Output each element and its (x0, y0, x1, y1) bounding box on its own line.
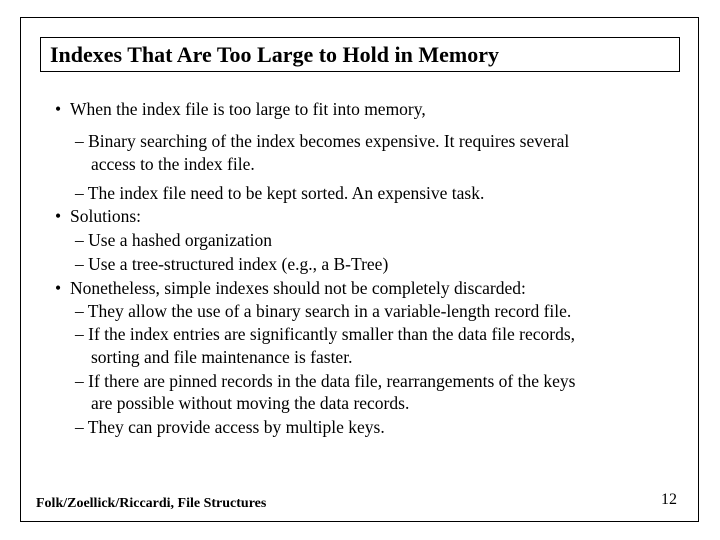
sub-bullet-pinned-records: – If there are pinned records in the data file, rearrangements of the keys (75, 371, 576, 391)
sub-bullet-pinned-records-cont: are possible without moving the data records. (91, 393, 410, 413)
sub-bullet-hashed: – Use a hashed organization (75, 230, 272, 250)
bullet-nonetheless: Nonetheless, simple indexes should not be completely discarded: (70, 278, 526, 298)
sub-bullet-kept-sorted: – The index file need to be kept sorted. An expensive task. (75, 183, 485, 203)
sub-bullet-multiple-keys: – They can provide access by multiple keys. (75, 417, 385, 437)
sub-bullet-binary-search: – Binary searching of the index becomes expensive. It requires several (75, 131, 570, 151)
bullet-symbol: • (55, 206, 62, 226)
sub-bullet-smaller-entries: – If the index entries are significantly smaller than the data file records, (75, 324, 576, 344)
sub-bullet-tree-index: – Use a tree-structured index (e.g., a B-Tree) (75, 254, 389, 274)
sub-bullet-smaller-entries-cont: sorting and file maintenance is faster. (91, 347, 353, 367)
sub-bullet-binary-search-cont: access to the index file. (91, 154, 255, 174)
page-number: 12 (661, 491, 677, 508)
slide-title: Indexes That Are Too Large to Hold in Memory (50, 42, 499, 67)
bullet-symbol: • (55, 99, 62, 119)
sub-bullet-binary-search-variable: – They allow the use of a binary search in a variable-length record file. (75, 301, 572, 321)
footer-citation: Folk/Zoellick/Riccardi, File Structures (36, 496, 267, 511)
bullet-solutions: Solutions: (70, 206, 141, 226)
bullet-symbol: • (55, 278, 62, 298)
bullet-index-too-large: When the index file is too large to fit into memory, (70, 99, 426, 119)
